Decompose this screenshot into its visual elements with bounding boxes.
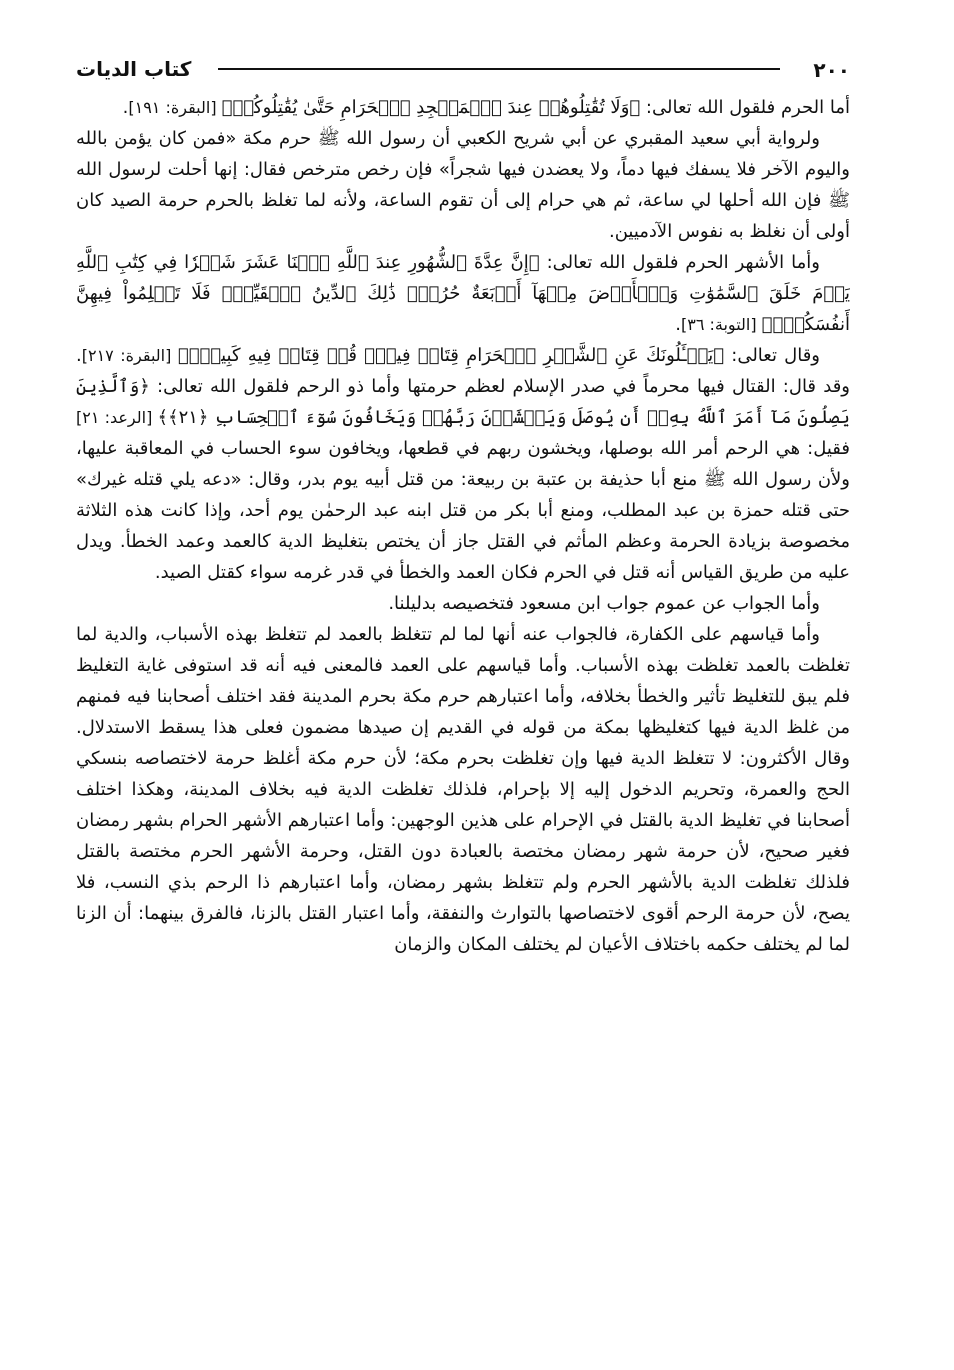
quran-verse: ﴿إِنَّ عِدَّةَ ٱلشُّهُورِ عِندَ ٱللَّهِ ٱثۡنَا عَشَرَ شَهۡرٗا فِي كِتَٰبِ ٱللَّهِ يَوۡمَ خَلَقَ ٱلسَّمَٰوَٰتِ وَٱلۡأَرۡضَ مِنۡهَآ أَرۡبَعَةٌ حُرُمٞۚ ذَٰلِكَ ٱلدِّينُ ٱلۡقَيِّمُۚ فَلَا تَظۡلِمُواْ فِيهِنَّ أَنفُسَكُمۡۚ﴾ (76, 252, 850, 335)
verse-reference: [البقرة: ١٩١] (128, 98, 222, 117)
paragraph-text: وقال تعالى: (724, 345, 820, 366)
verse-reference: [الرعد: ٢١] (76, 408, 158, 427)
paragraph-text: وأما الجواب عن عموم جواب ابن مسعود فتخصيصه بدليلنا. (388, 593, 820, 614)
paragraph (76, 247, 850, 340)
page-header (76, 46, 850, 86)
paragraph-text: فقيل: هي الرحم أمر الله بوصلها، ويخشون ربهم في قطعها، ويخافون سوء الحساب في المعاقبة عليها، ولأن رسول الله ﷺ منع أبا حذيفة بن عتبة بن ربيعة: من قتل أبيه يوم بدر، وقال: «دعه يلي قتله غيرك» حتى قتله حمزة بن عبد المطلب، ومنع أبا بكر من قتل ابنه عبد الرحمٰن يوم أحد، وإذا كانت هذه الثلاثة مخصوصة بزيادة الحرمة وعظم المأثم في القتل جاز أن يختص بتغليظ الدية كالعمد وعمد الخطأ. ويدل عليه من طريق القياس أنه قتل في الحرم فكان العمد والخطأ في قدر غرمه سواء كقتل الصيد. (76, 438, 850, 583)
paragraph-text: . (675, 314, 681, 335)
paragraph-text: وأما قياسهم على الكفارة، فالجواب عنه أنها لما لم تتغلظ بالعمد لم تتغلظ بهذه الأسباب، والدية لما تغلظت بالعمد تغلظت بهذه الأسباب. وأما قياسهم على العمد فالمعنى فيه أنه قد استوفى غاية التغليظ فلم يبق للتغليظ تأثير والخطأ بخلافه، وأما اعتبارهم حرم مكة بحرم المدينة فقد اختلف أصحابنا فيه فمنهم من غلظ الدية فيها كتغليظها بمكة من قوله في القديم إن صيدها مضمون فعلى هذا يسقط الاستدلال. وقال الأكثرون: لا تتغلظ الدية فيها وإن تغلظت بحرم مكة؛ لأن حرم مكة أغلظ حرمة لاختصاصه بنسكي الحج والعمرة، وتحريم الدخول إليه إلا بإحرام، فلذلك تغلظت الدية فيه بخلاف المدينة، وهكذا اختلف أصحابنا في تغليظ الدية بالقتل في الإحرام على هذين الوجهين: وأما اعتبارهم الأشهر الحرام بشهر رمضان فغير صحيح، لأن حرمة شهر رمضان مختصة بالعبادة دون القتل، وحرمة الأشهر الحرم مختصة بالقتل فلذلك تغلظت الدية بالأشهر الحرم ولم تتغلظ بشهر رمضان، وأما اعتبارهم ذا الرحم بذي النسب، فلا يصح، لأن حرمة الرحم أقوى لاختصاصها بالتوارث والنفقة، وأما اعتبار القتل بالزنا، فالفرق بينهما: أن الزنا لما لم يختلف حكمه باختلاف الأعيان لم يختلف المكان والزمان (76, 624, 850, 955)
quran-verse: ﴿وَٱلَّذِينَ يَصِلُونَ مَآ أَمَرَ ٱللَّهُ بِهِۦٓ أَن يُوصَلَ وَيَخۡشَوۡنَ رَبَّهُمۡ وَيَخَافُونَ سُوٓءَ ٱلۡحِسَابِ ﴿٢١﴾﴾ (76, 376, 850, 428)
paragraph (76, 619, 850, 960)
paragraph (76, 340, 850, 588)
paragraph (76, 92, 850, 123)
paragraph-text: وأما الأشهر الحرم فلقول الله تعالى: (539, 252, 820, 273)
paragraph-text: . (122, 97, 129, 118)
quran-verse: ﴿وَلَا تُقَٰتِلُوهُمۡ عِندَ ٱلۡمَسۡجِدِ ٱلۡحَرَامِ حَتَّىٰ يُقَٰتِلُوكُمۡ﴾ (221, 97, 641, 118)
quran-verse: ﴿يَسۡـَٔلُونَكَ عَنِ ٱلشَّهۡرِ ٱلۡحَرَامِ قِتَالٖ فِيهِۖ قُلۡ قِتَالٞ فِيهِ كَبِيرٞۖ﴾ (177, 345, 725, 366)
verse-reference: [التوبة: ٣٦] (680, 315, 762, 334)
paragraph-text: أما الحرم فلقول الله تعالى: (640, 97, 850, 118)
body-text (76, 92, 850, 1338)
book-title: كتاب الديات (76, 57, 192, 81)
page-number: ٢٠٠ (813, 58, 850, 82)
verse-reference: [البقرة: ٢١٧] (81, 346, 178, 365)
paragraph (76, 123, 850, 247)
paragraph (76, 588, 850, 619)
paragraph-text: . وقد قال: القتال فيها محرماً في صدر الإسلام لعظم حرمتها وأما ذو الرحم فلقول الله تعالى: (76, 345, 850, 397)
header-rule (218, 68, 780, 70)
paragraph-text: ولرواية أبي سعيد المقبري عن أبي شريح الكعبي أن رسول الله ﷺ حرم مكة «فمن كان يؤمن بالله واليوم الآخر فلا يسفك فيها دماً، ولا يعضدن فيها شجراً» فإن رخص مترخص فقال: إنها أحلت لرسول الله ﷺ فإن الله أحلها لي ساعة، ثم هي حرام إلى أن تقوم الساعة، ولأنه لما تغلظ بالحرم حرمة الصيد كان أولى أن نغلظ به نفوس الآدميين. (76, 128, 850, 242)
